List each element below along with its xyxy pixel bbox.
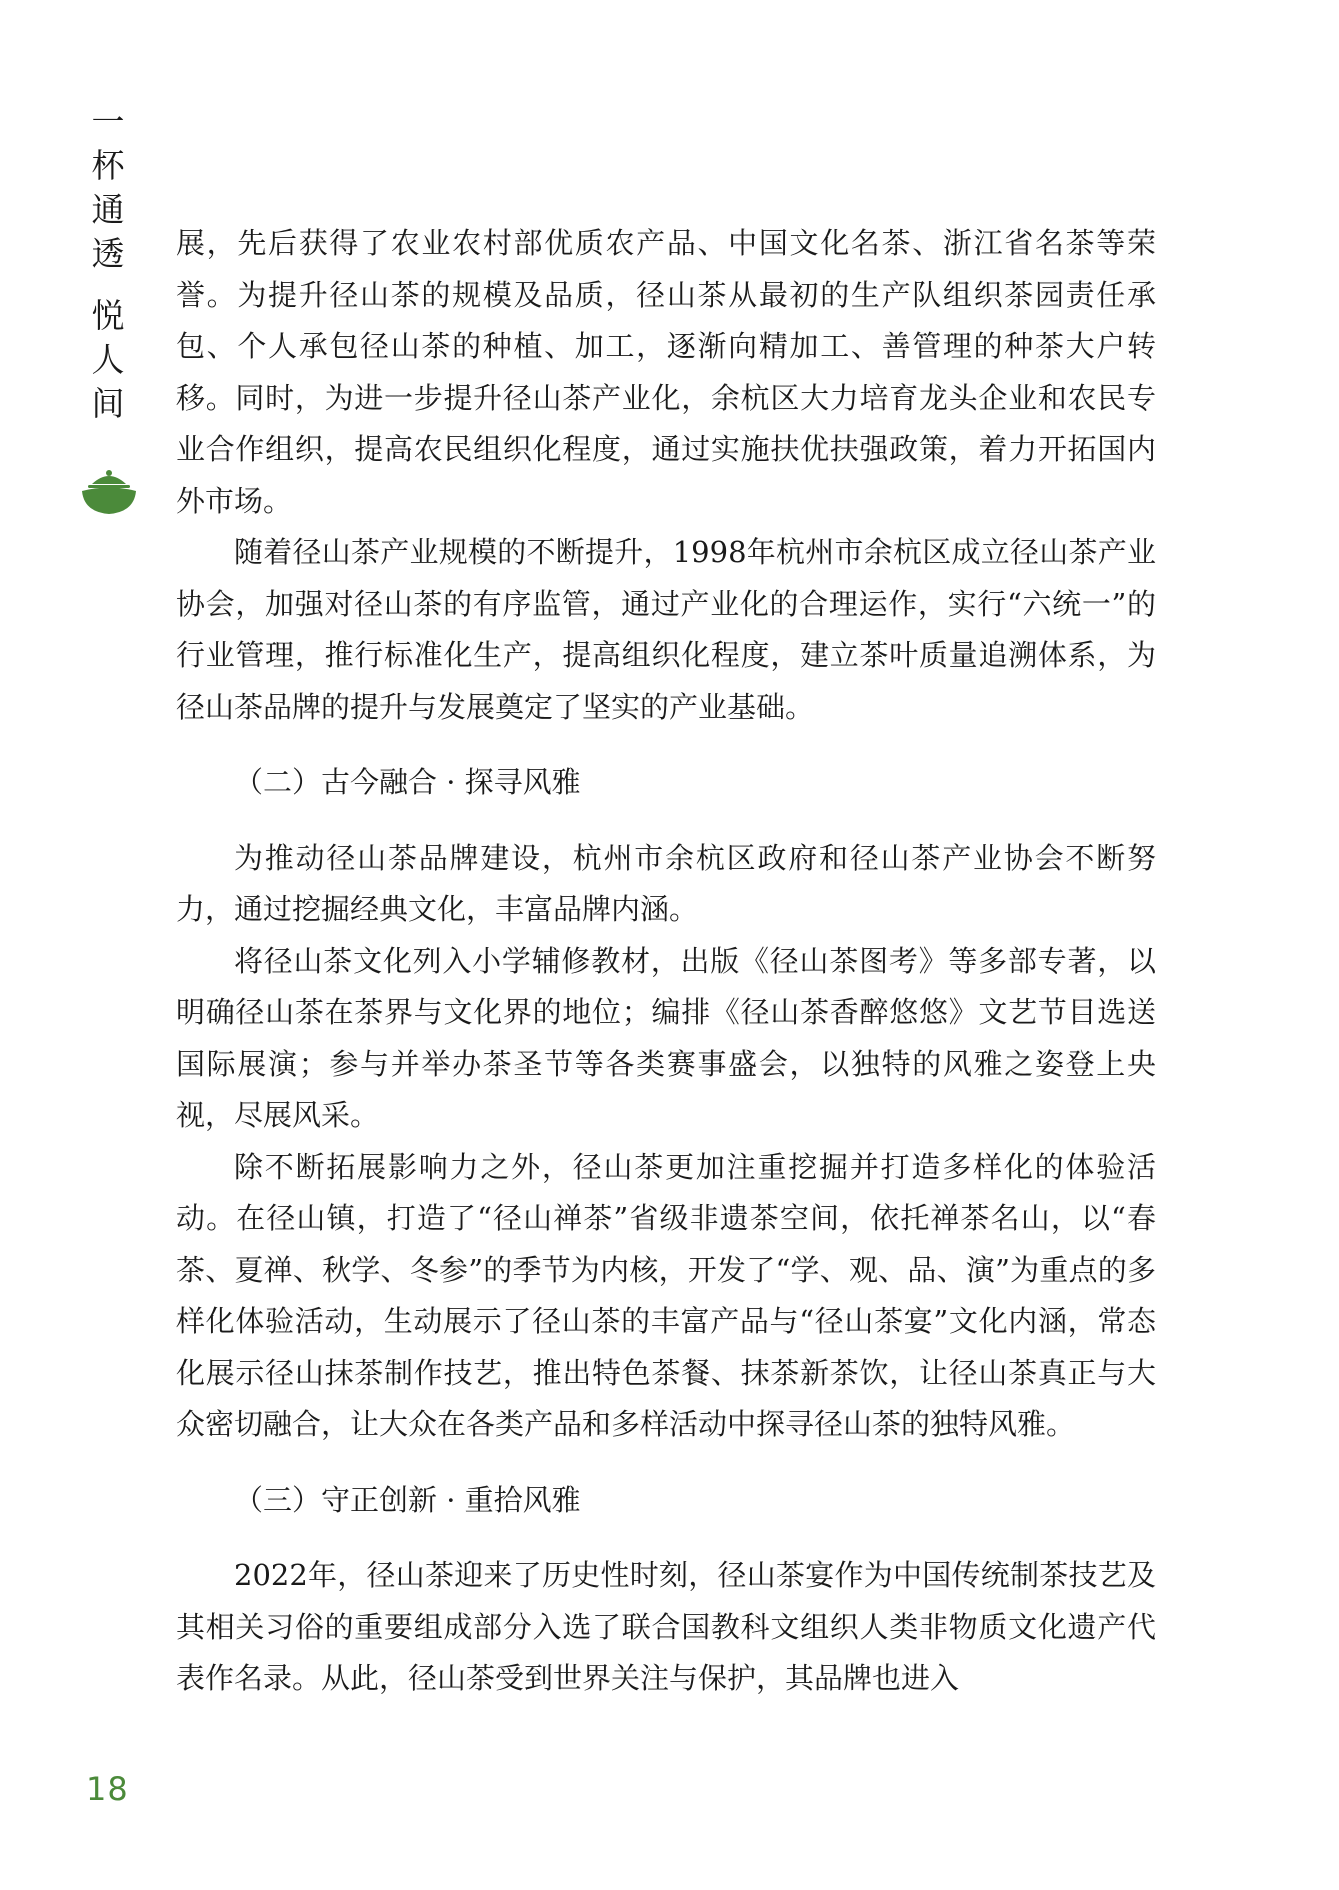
body-paragraph: 为推动径山茶品牌建设，杭州市余杭区政府和径山茶产业协会不断努力，通过挖掘经典文化，丰富品牌内涵。 [176, 840, 1156, 926]
body-paragraph: 将径山茶文化列入小学辅修教材，出版《径山茶图考》等多部专著，以明确径山茶在茶界与文化界的地位；编排《径山茶香醉悠悠》文艺节目选送国际展演；参与并举办茶圣节等各类赛事盛会，以独特的风雅之姿登上央视，尽展风采。 [176, 943, 1156, 1132]
main-content [176, 218, 1156, 1705]
running-title-char: 透 [91, 234, 125, 273]
page-number: 18 [86, 1770, 129, 1808]
section-heading: （三）守正创新 · 重拾风雅 [234, 1482, 581, 1517]
running-title-char: 间 [91, 384, 125, 423]
body-paragraph: 除不断拓展影响力之外，径山茶更加注重挖掘并打造多样化的体验活动。在径山镇，打造了“径山禅茶”省级非遗茶空间，依托禅茶名山，以“春茶、夏禅、秋学、冬参”的季节为内核，开发了“学、观、品、演”为重点的多样化体验活动，生动展示了径山茶的丰富产品与“径山茶宴”文化内涵，常态化展示径山抹茶制作技艺，推出特色茶餐、抹茶新茶饮，让径山茶真正与大众密切融合，让大众在各类产品和多样活动中探寻径山茶的独特风雅。 [176, 1149, 1156, 1441]
teapot-icon [78, 468, 140, 520]
body-paragraph: 随着径山茶产业规模的不断提升，1998年杭州市余杭区成立径山茶产业协会，加强对径山茶的有序监管，通过产业化的合理运作，实行“六统一”的行业管理，推行标准化生产，提高组织化程度，建立茶叶质量追溯体系，为径山茶品牌的提升与发展奠定了坚实的产业基础。 [176, 535, 1156, 724]
running-title-char: 通 [91, 190, 125, 229]
running-title-char: 杯 [91, 146, 125, 185]
running-title-char: 人 [91, 340, 125, 379]
body-paragraph: 2022年，径山茶迎来了历史性时刻，径山茶宴作为中国传统制茶技艺及其相关习俗的重要组成部分入选了联合国教科文组织人类非物质文化遗产代表作名录。从此，径山茶受到世界关注与保护，其品牌也进入 [176, 1558, 1156, 1695]
body-paragraph: 展，先后获得了农业农村部优质农产品、中国文化名茶、浙江省名茶等荣誉。为提升径山茶的规模及品质，径山茶从最初的生产队组织茶园责任承包、个人承包径山茶的种植、加工，逐渐向精加工、善管理的种茶大户转移。同时，为进一步提升径山茶产业化，余杭区大力培育龙头企业和农民专业合作组织，提高农民组织化程度，通过实施扶优扶强政策，着力开拓国内外市场。 [176, 226, 1156, 518]
running-title-char: 一 [91, 102, 125, 141]
section-heading: （二）古今融合 · 探寻风雅 [234, 765, 581, 799]
running-title [84, 100, 132, 426]
running-title-char: 悦 [91, 296, 125, 335]
